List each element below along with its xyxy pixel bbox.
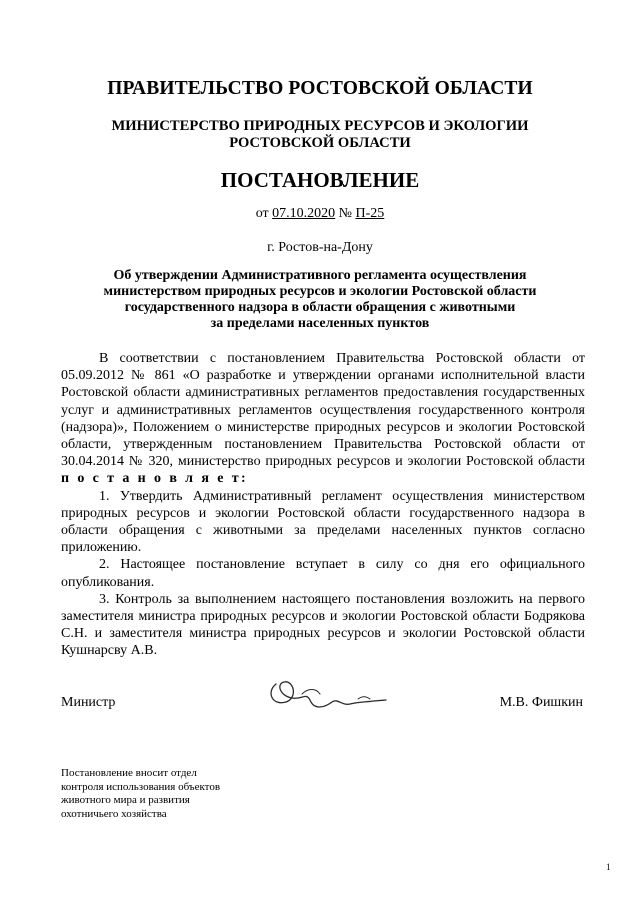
preamble-text: В соответствии с постановлением Правительства Ростовской области от 05.09.2012 № 861 «О разработке и утверждении органами исполнительной власти Ростовской области административных регламентов предоставления государственных услуг и административных регламентов осуществления государственного контроля (надзора)», Положением о министерстве природных ресурсов и экологии Ростовской области, утвержденным постановлением Правительства Ростовской области от 30.04.2014 № 320, министерство природных ресурсов и экологии Ростовской области [61, 351, 585, 470]
executor-note-line4: охотничьего хозяйства [61, 807, 167, 820]
page-number: 1 [606, 862, 611, 872]
item-3-paragraph: 3. Контроль за выполнением настоящего постановления возложить на первого заместителя министра природных ресурсов и экологии Ростовской области Бодрякова С.Н. и заместителя министра природных ресурсов и экологии Ростовской области Кушнарсву А.В. [61, 591, 585, 659]
executor-note [61, 767, 281, 821]
document-date: 07.10.2020 [272, 206, 336, 221]
document-number: П-25 [355, 206, 385, 221]
document-city: г. Ростов-на-Дону [267, 240, 373, 255]
number-sign: № [335, 206, 356, 221]
item-1-paragraph: 1. Утвердить Административный регламент осуществления министерством природных ресурсов и экологии Ростовской области государственного надзора в области обращения с животными за пределами населенных пунктов согласно приложению. [61, 488, 585, 556]
subject-line2: министерством природных ресурсов и экологии Ростовской области [103, 284, 537, 299]
document-dateline [0, 206, 640, 222]
ministry-title [0, 118, 640, 152]
preamble-paragraph [61, 350, 585, 488]
document-subject [60, 268, 580, 332]
signatory-name: М.В. Фишкин [499, 695, 583, 710]
ministry-title-line2: РОСТОВСКОЙ ОБЛАСТИ [229, 135, 411, 151]
subject-line4: за пределами населенных пунктов [210, 316, 430, 331]
subject-line3: государственного надзора в области обращения с животными [124, 300, 516, 315]
executor-note-line3: животного мира и развития [61, 794, 190, 806]
document-type: ПОСТАНОВЛЕНИЕ [220, 168, 420, 192]
ministry-title-line1: МИНИСТЕРСТВО ПРИРОДНЫХ РЕСУРСОВ И ЭКОЛОГИИ [111, 118, 529, 134]
document-body [61, 350, 585, 660]
item-2-paragraph: 2. Настоящее постановление вступает в силу со дня его официального опубликования. [61, 557, 585, 590]
signatory-role: Министр [61, 695, 116, 710]
subject-line1: Об утверждении Административного регламента осуществления [113, 268, 527, 283]
government-title: ПРАВИТЕЛЬСТВО РОСТОВСКОЙ ОБЛАСТИ [107, 78, 533, 99]
executor-note-line1: Постановление вносит отдел [61, 767, 197, 779]
resolves-text: п о с т а н о в л я е т: [61, 471, 249, 487]
handwritten-signature [262, 672, 392, 720]
dateline-prefix: от [255, 206, 273, 221]
executor-note-line2: контроля использования объектов [61, 780, 221, 793]
